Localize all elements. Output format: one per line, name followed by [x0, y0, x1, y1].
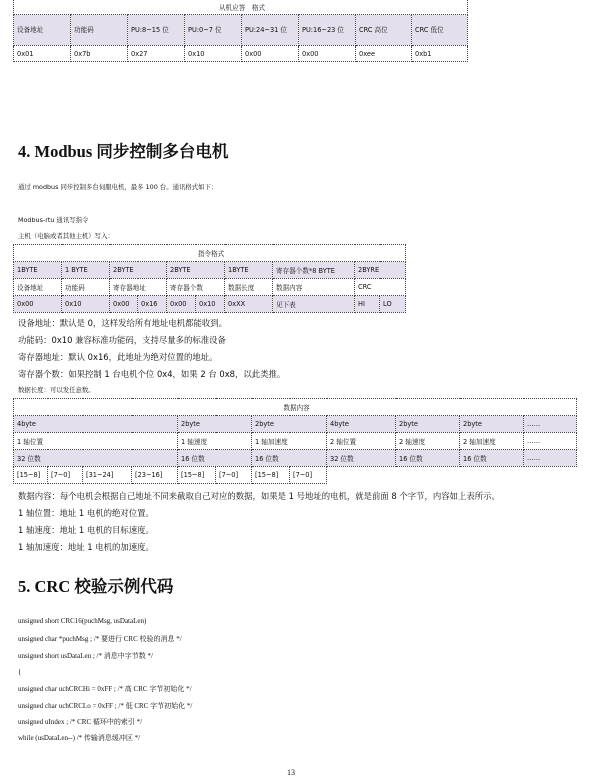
table-cell: 数据内容: [273, 279, 355, 296]
table-row: [14, 416, 577, 433]
table-cell: [31~24]: [83, 467, 132, 484]
table-cell: 0xb1: [412, 46, 468, 62]
table-cell: [15~8]: [178, 467, 216, 484]
table-cell: 功能码: [71, 15, 128, 46]
table-cell: [23~16]: [132, 467, 178, 484]
table-cell: [7~0]: [290, 467, 327, 484]
table-cell: 32 位数: [14, 450, 178, 467]
table-cell: 16 位数: [252, 450, 327, 467]
table-cell: 32 位数: [327, 450, 396, 467]
table-cell: PU:16~23 位: [299, 15, 356, 46]
table-cell: ……: [524, 450, 577, 467]
table-cell: 1 轴位置: [14, 433, 178, 450]
data-note-line: 1 轴加速度：地址 1 电机的加速度。: [18, 542, 154, 552]
table-cell: 0x16: [138, 296, 167, 313]
table-cell: LO: [380, 296, 406, 313]
table-cell: PU:0~7 位: [185, 15, 242, 46]
table-cell: 设备地址: [14, 15, 71, 46]
table-cell: 0x00: [110, 296, 138, 313]
table-cell: PU:8~15 位: [128, 15, 185, 46]
table-cell: 2 轴位置: [327, 433, 396, 450]
section-heading: 4. Modbus 同步控制多台电机: [18, 142, 229, 161]
code-line: unsigned uIndex ; /* CRC 循环中的索引 */: [18, 718, 143, 726]
table-cell: [7~0]: [48, 467, 83, 484]
table-cell: CRC: [355, 279, 406, 296]
table-cell: 2byte: [178, 416, 252, 433]
table-cell: 0x10: [185, 46, 242, 62]
page-number: 13: [287, 768, 295, 777]
table-cell: 0xee: [356, 46, 412, 62]
table-cell: CRC 低位: [412, 15, 468, 46]
rtu-label: Modbus-rtu 通讯写指令: [18, 216, 89, 224]
table-cell: 2 轴速度: [396, 433, 460, 450]
table-cell: 0x27: [128, 46, 185, 62]
code-line: unsigned short usDataLen ; /* 消息中字节数 */: [18, 652, 153, 660]
table-cell: 见下表: [273, 296, 355, 313]
table-cell: 寄存器地址: [110, 279, 167, 296]
intro-text: 通过 modbus 同步控制多台伺服电机，最多 100 台。通讯格式如下：: [18, 183, 218, 191]
table-cell: ……: [524, 433, 577, 450]
data-note-line: 1 轴位置：地址 1 电机的绝对位置。: [18, 508, 154, 518]
table-cell: 寄存器个数: [167, 279, 225, 296]
table-cell: 16 位数: [178, 450, 252, 467]
table-cell: 0x10: [196, 296, 225, 313]
code-line: unsigned char uchCRCLo = 0xFF ; /* 低 CRC 字节初始化 */: [18, 702, 193, 710]
code-line: while (usDataLen--) /* 传输消息缓冲区 */: [18, 734, 141, 742]
table-cell: 0x00: [242, 46, 299, 62]
table-cell: 16 位数: [460, 450, 524, 467]
code-line: {: [18, 668, 22, 676]
table-cell: 功能码: [62, 279, 110, 296]
blank-cell: [327, 467, 577, 484]
table-cell: 数据长度: [225, 279, 273, 296]
table-cell: CRC 高位: [356, 15, 412, 46]
table-cell: [15~8]: [252, 467, 290, 484]
table-cell: 0x00: [299, 46, 356, 62]
code-line: unsigned short CRC16(puchMsg, usDataLen): [18, 617, 147, 625]
table-row: [14, 433, 577, 450]
table-row: [14, 450, 577, 467]
response-format-table: [13, 0, 468, 62]
note-line: 功能码：0x10 兼容标准功能码，支持尽量多的标准设备: [18, 335, 226, 345]
code-line: unsigned char *puchMsg ; /* 要进行 CRC 校验的消息 */: [18, 635, 182, 643]
table-row: [14, 46, 468, 62]
section-heading: 5. CRC 校验示例代码: [18, 577, 174, 596]
table-title: 数据内容: [14, 399, 577, 416]
code-line: unsigned char uchCRCHi = 0xFF ; /* 高 CRC 字节初始化 */: [18, 685, 192, 693]
table-cell: ……: [524, 416, 577, 433]
table-cell: 16 位数: [396, 450, 460, 467]
table-cell: 设备地址: [14, 279, 62, 296]
table-cell: 0x7b: [71, 46, 128, 62]
table-cell: 0xXX: [225, 296, 273, 313]
table-cell: PU:24~31 位: [242, 15, 299, 46]
table-title: 从机应答 格式: [14, 0, 468, 15]
table-cell: 0x01: [14, 46, 71, 62]
table-cell: [7~0]: [216, 467, 252, 484]
table-cell: 0x00: [14, 296, 62, 313]
table-cell: 2byte: [252, 416, 327, 433]
table-title: 指令格式: [14, 245, 406, 262]
table-cell: [15~8]: [14, 467, 48, 484]
data-length-note: 数据长度：可以发任意数。: [18, 386, 95, 394]
table-cell: 2byte: [396, 416, 460, 433]
table-row: [14, 279, 406, 296]
table-cell: 0x00: [167, 296, 196, 313]
note-line: 寄存器地址：默认 0x16，此地址为绝对位置的地址。: [18, 352, 218, 362]
table-cell: 0x10: [62, 296, 110, 313]
table-row: [14, 467, 577, 484]
table-cell: 1BYTE: [14, 262, 62, 279]
note-line: 寄存器个数：如果控制 1 台电机个位 0x4，如果 2 台 0x8，以此类推。: [18, 369, 286, 379]
data-content-table: [13, 398, 577, 484]
master-label: 主机（电脑或者其他主机）写入：: [18, 232, 114, 240]
table-row: [14, 15, 468, 46]
table-cell: 4byte: [14, 416, 178, 433]
table-cell: 2BYTE: [110, 262, 167, 279]
table-row: [14, 296, 406, 313]
table-cell: 2BYRE: [355, 262, 406, 279]
table-cell: 寄存器个数*8 BYTE: [273, 262, 355, 279]
table-cell: 2byte: [460, 416, 524, 433]
table-cell: 2BYTE: [167, 262, 225, 279]
table-cell: 1BYTE: [225, 262, 273, 279]
command-format-table: [13, 244, 406, 313]
table-cell: 2 轴加速度: [460, 433, 524, 450]
table-cell: 4byte: [327, 416, 396, 433]
table-cell: 1 轴加速度: [252, 433, 327, 450]
note-line: 设备地址：默认是 0，这样发给所有地址电机都能收到。: [18, 318, 227, 328]
table-cell: 1 轴速度: [178, 433, 252, 450]
table-cell: HI: [355, 296, 380, 313]
table-row: [14, 262, 406, 279]
data-note-line: 数据内容：每个电机会根据自己地址不同来截取自己对应的数据，如果是 1 号地址的电机，就是前面 8 个字节，内容如上表所示。: [18, 491, 500, 501]
data-note-line: 1 轴速度：地址 1 电机的目标速度。: [18, 525, 154, 535]
table-cell: 1 BYTE: [62, 262, 110, 279]
